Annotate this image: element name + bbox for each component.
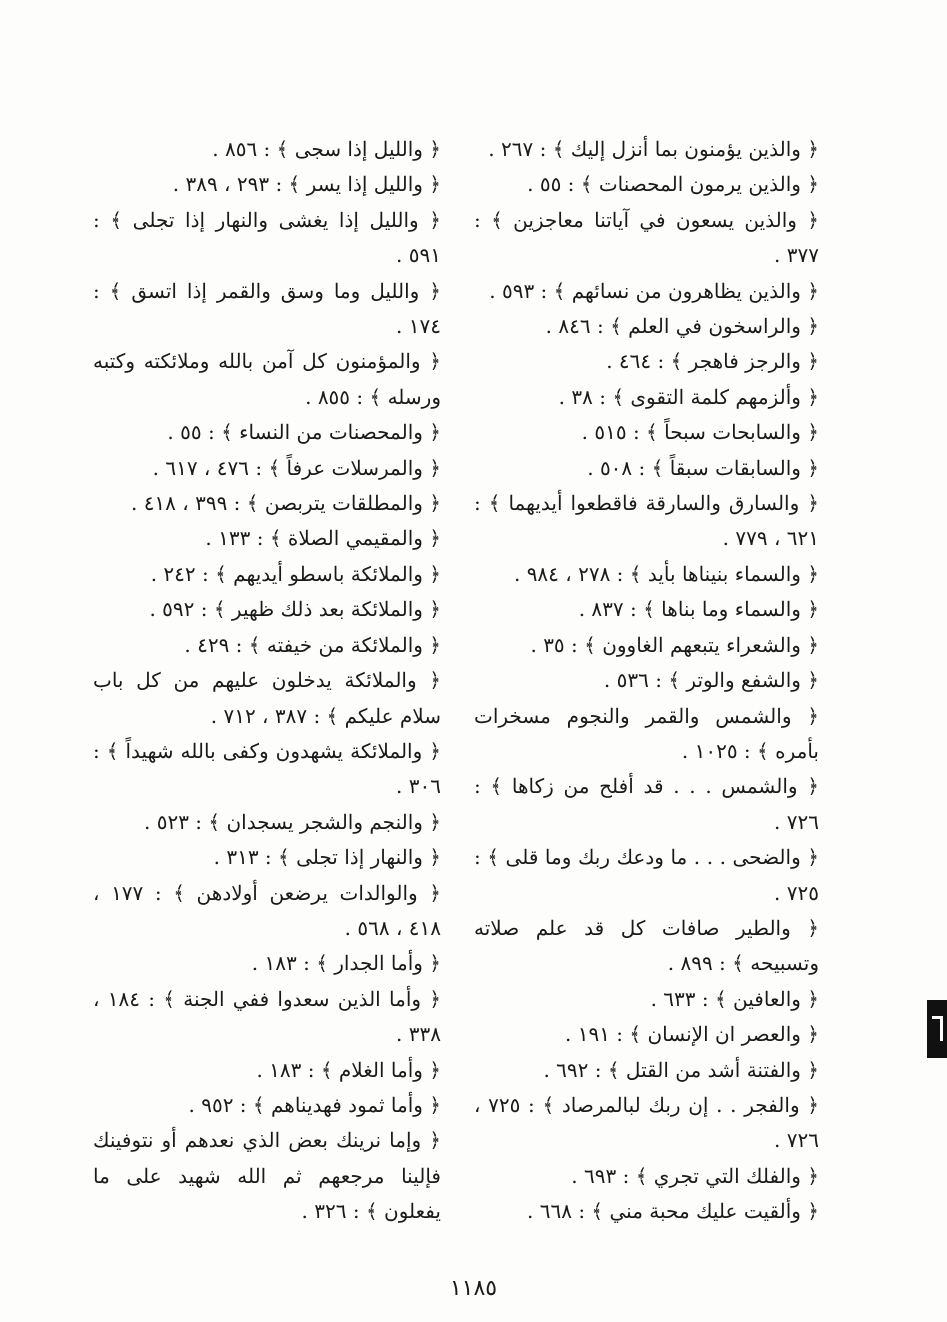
index-entry: ﴿ والليل إذا يسر ﴾ : ٢٩٣ ، ٣٨٩ . xyxy=(172,172,441,197)
index-entry: ﴿ والمقيمي الصلاة ﴾ : ١٣٣ . xyxy=(205,526,441,551)
index-entry: ﴿ وألزمهم كلمة التقوى ﴾ : ٣٨ . xyxy=(558,384,819,409)
index-entry: ﴿ والطير صافات كل قد علم صلاته وتسبيحه ﴾ : ٨٩٩ . xyxy=(474,915,819,976)
index-entry: ﴿ وأما ثمود فهديناهم ﴾ : ٩٥٢ . xyxy=(188,1092,441,1117)
index-entry: ﴿ وأما الجدار ﴾ : ١٨٣ . xyxy=(251,951,441,976)
index-entry: ﴿ والذين يظاهرون من نسائهم ﴾ : ٥٩٣ . xyxy=(489,278,819,303)
page-number: ١١٨٥ xyxy=(449,1276,498,1301)
index-entry: ﴿ والسابقات سبقاً ﴾ : ٥٠٨ . xyxy=(587,455,819,480)
index-entry: ﴿ والملائكة يدخلون عليهم من كل باب سلام عليكم ﴾ : ٣٨٧ ، ٧١٢ . xyxy=(93,668,441,728)
index-entry: ﴿ والفلك التي تجري ﴾ : ٦٩٣ . xyxy=(571,1163,819,1188)
index-entry: ﴿ وأما الغلام ﴾ : ١٨٣ . xyxy=(256,1057,441,1082)
index-entry: ﴿ والسماء بنيناها بأيد ﴾ : ٢٧٨ ، ٩٨٤ . xyxy=(513,561,819,586)
index-entry: ﴿ والعصر ان الإنسان ﴾ : ١٩١ . xyxy=(564,1022,819,1047)
index-entry: ﴿ والوالدات يرضعن أولادهن ﴾ : ١٧٧ ، ٤١٨ ، ٥٦٨ . xyxy=(93,880,442,940)
index-entry: ﴿ والذين يؤمنون بما أنزل إليك ﴾ : ٢٦٧ . xyxy=(488,137,819,161)
index-entry: ﴿ والشفع والوتر ﴾ : ٥٣٦ . xyxy=(603,668,819,693)
index-entry: ﴿ والذين يسعون في آياتنا معاجزين ﴾ : ٣٧٧ . xyxy=(474,207,819,268)
index-entry: ﴿ والسارق والسارقة فاقطعوا أيديهما ﴾ : ٦٢١ ، ٧٧٩ . xyxy=(474,491,819,551)
index-entry: ﴿ والشمس . . . قد أفلح من زكاها ﴾ : ٧٢٦ . xyxy=(474,774,819,834)
index-column-right xyxy=(474,132,819,1230)
index-entry: ﴿ والفجر . . إن ربك لبالمرصاد ﴾ : ٧٢٥ ، ٧٢٦ . xyxy=(474,1092,819,1153)
index-entry: ﴿ والراسخون في العلم ﴾ : ٨٤٦ . xyxy=(545,314,819,339)
index-entry: ﴿ والملائكة بعد ذلك ظهير ﴾ : ٥٩٢ . xyxy=(149,597,441,622)
index-entry: ﴿ والذين يرمون المحصنات ﴾ : ٥٥ . xyxy=(527,172,819,197)
index-entry: ﴿ والشعراء يتبعهم الغاوون ﴾ : ٣٥ . xyxy=(530,632,819,657)
index-entry: ﴿ والمرسلات عرفاً ﴾ : ٤٧٦ ، ٦١٧ . xyxy=(152,455,441,480)
index-entry: ﴿ والنهار إذا تجلى ﴾ : ٣١٣ . xyxy=(213,845,441,870)
index-entry: ﴿ والمؤمنون كل آمن بالله وملائكته وكتبه ورسله ﴾ : ٨٥٥ . xyxy=(93,349,441,409)
index-entry: ﴿ والليل إذا سجى ﴾ : ٨٥٦ . xyxy=(212,137,441,161)
index-entry: ﴿ وألقيت عليك محبة مني ﴾ : ٦٦٨ . xyxy=(527,1199,819,1224)
index-entry: ﴿ والمطلقات يتربصن ﴾ : ٣٩٩ ، ٤١٨ . xyxy=(130,491,441,516)
index-entry: ﴿ وإما نرينك بعض الذي نعدهم أو نتوفينك فإلينا مرجعهم ثم الله شهيد على ما يفعلون ﴾ : ٣٢٦ . xyxy=(93,1128,441,1224)
index-entry: ﴿ والملائكة باسطو أيديهم ﴾ : ٢٤٢ . xyxy=(150,561,441,586)
index-entry: ﴿ والفتنة أشد من القتل ﴾ : ٦٩٢ . xyxy=(543,1057,819,1082)
index-entry: ﴿ والعافين ﴾ : ٦٣٣ . xyxy=(650,986,819,1011)
index-entry: ﴿ والسابحات سبحاً ﴾ : ٥١٥ . xyxy=(581,420,819,445)
index-entry: ﴿ والشمس والقمر والنجوم مسخرات بأمره ﴾ : ١٠٢٥ . xyxy=(474,703,819,763)
index-entry: ﴿ والضحى . . . ما ودعك ربك وما قلى ﴾ : ٧٢٥ . xyxy=(474,845,819,905)
index-entry: ﴿ والرجز فاهجر ﴾ : ٤٦٤ . xyxy=(606,349,819,374)
index-entry: ﴿ والنجم والشجر يسجدان ﴾ : ٥٢٣ . xyxy=(144,809,441,834)
index-entry: ﴿ والسماء وما بناها ﴾ : ٨٣٧ . xyxy=(578,597,819,622)
index-entry: ﴿ والملائكة يشهدون وكفى بالله شهيداً ﴾ : ٣٠٦ . xyxy=(93,738,441,799)
index-column-left xyxy=(93,132,441,1230)
index-entry: ﴿ والليل إذا يغشى والنهار إذا تجلى ﴾ : ٥٩١ . xyxy=(93,207,441,268)
index-entry: ﴿ والليل وما وسق والقمر إذا اتسق ﴾ : ١٧٤ . xyxy=(93,278,441,339)
chapter-thumb-tab xyxy=(927,1000,947,1058)
index-entry: ﴿ والملائكة من خيفته ﴾ : ٤٢٩ . xyxy=(184,632,441,657)
index-entry: ﴿ والمحصنات من النساء ﴾ : ٥٥ . xyxy=(167,420,441,445)
index-entry: ﴿ وأما الذين سعدوا ففي الجنة ﴾ : ١٨٤ ، ٣٣٨ . xyxy=(93,986,442,1047)
